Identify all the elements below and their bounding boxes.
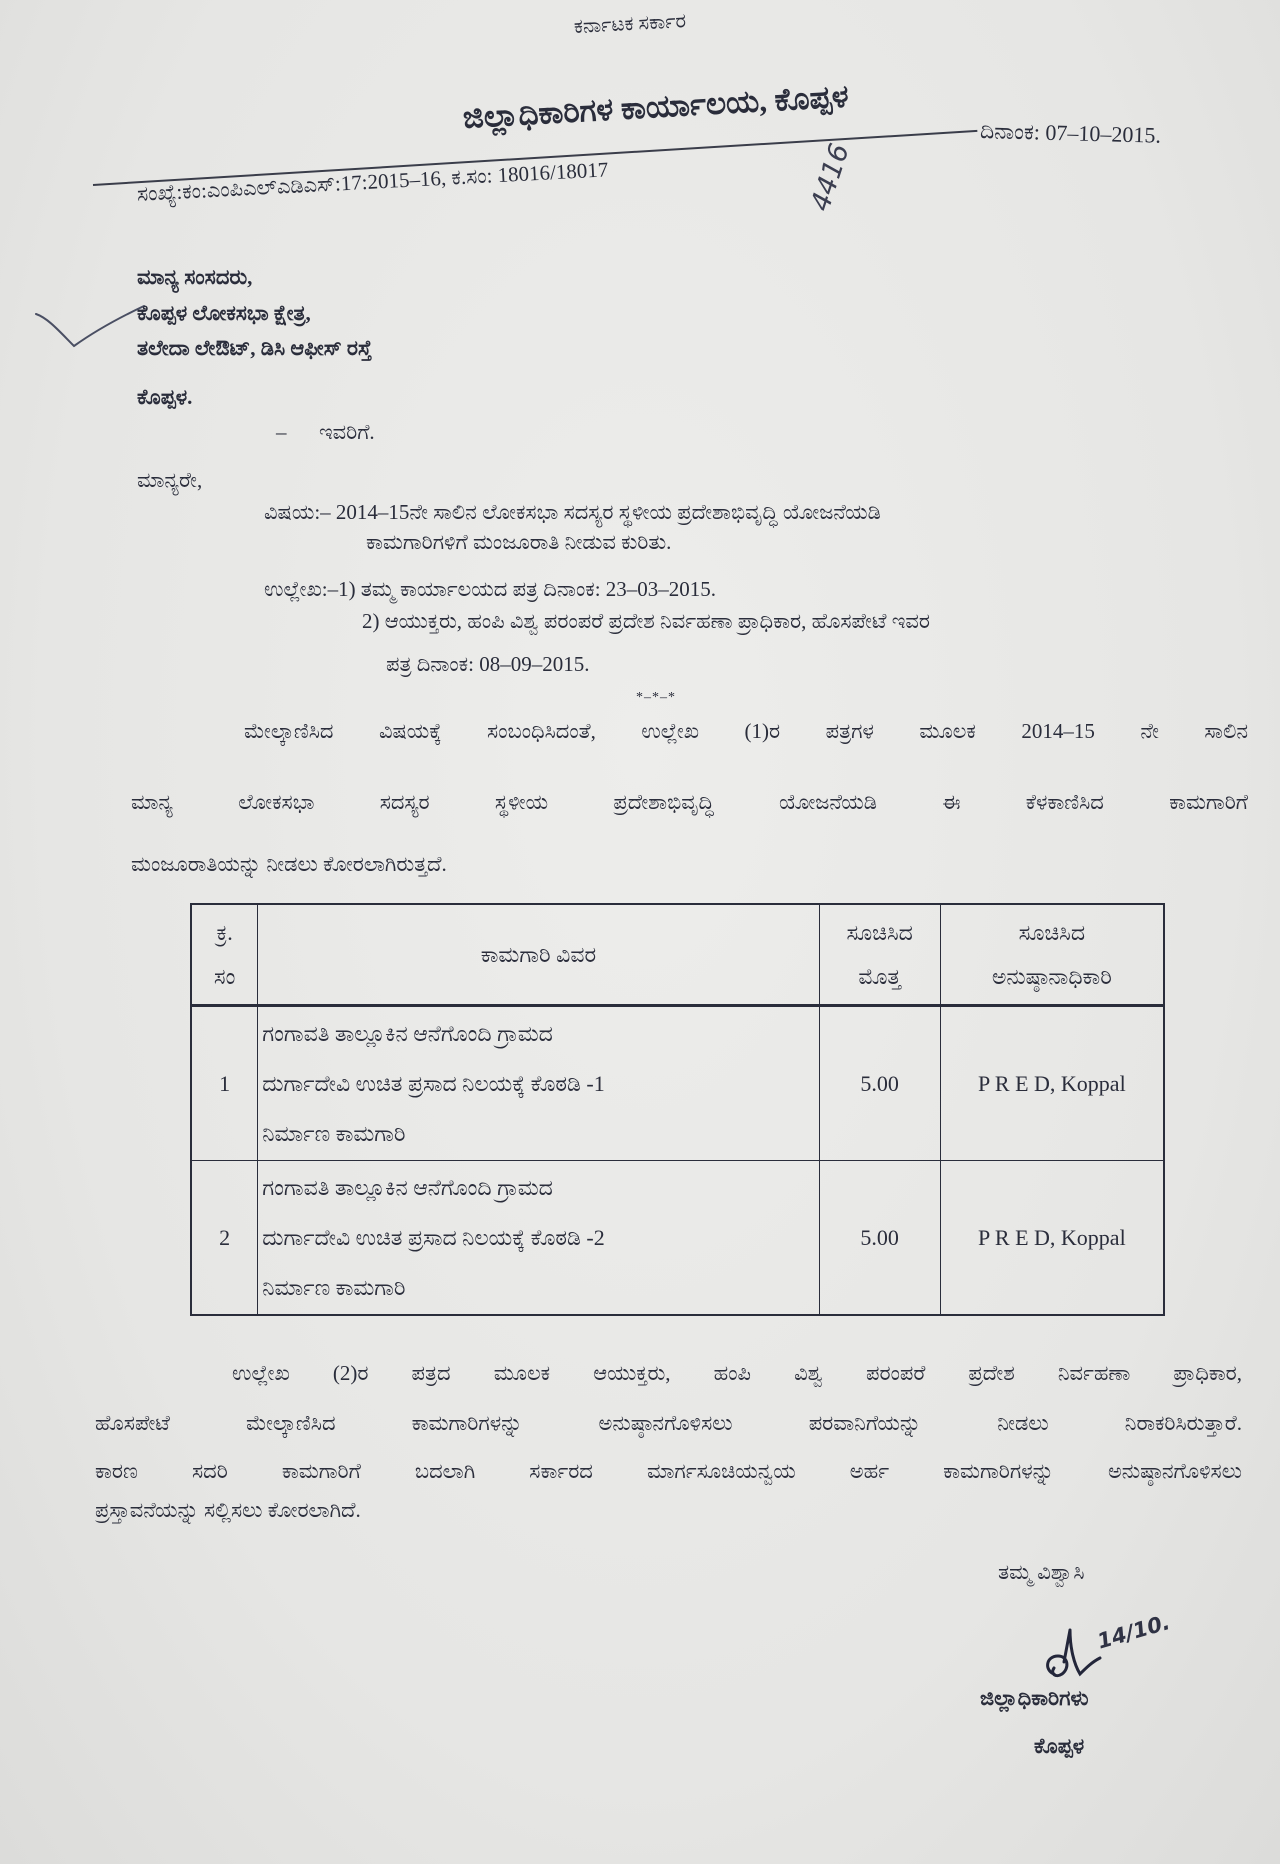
paragraph-2-line-4: ಪ್ರಸ್ತಾವನೆಯನ್ನು ಸಲ್ಲಿಸಲು ಕೋರಲಾಗಿದೆ. bbox=[95, 1498, 361, 1522]
addressee-to bbox=[276, 419, 375, 445]
table-row bbox=[191, 1006, 1164, 1161]
row-description: ಗಂಗಾವತಿ ತಾಲ್ಲೂಕಿನ ಆನೆಗೊಂದಿ ಗ್ರಾಮದ ದುರ್ಗಾದೇವಿ ಉಚಿತ ಪ್ರಸಾದ ನಿಲಯಕ್ಕೆ ಕೊಠಡಿ -2 ನಿರ್ಮಾಣ ಕಾಮಗಾರಿ bbox=[258, 1161, 819, 1316]
row-description: ಗಂಗಾವತಿ ತಾಲ್ಲೂಕಿನ ಆನೆಗೊಂದಿ ಗ್ರಾಮದ ದುರ್ಗಾದೇವಿ ಉಚಿತ ಪ್ರಸಾದ ನಿಲಯಕ್ಕೆ ಕೊಠಡಿ -1 ನಿರ್ಮಾಣ ಕಾಮಗಾರಿ bbox=[258, 1006, 819, 1161]
row-amount: 5.00 bbox=[819, 1006, 940, 1161]
row-implementer: P R E D, Koppal bbox=[940, 1161, 1164, 1316]
closing-place: ಕೊಪ್ಪಳ bbox=[1034, 1734, 1085, 1758]
paragraph-2-line-2: ಹೊಸಪೇಟೆ ಮೇಲ್ಕಾಣಿಸಿದ ಕಾಮಗಾರಿಗಳನ್ನು ಅನುಷ್ಠಾನಗೊಳಿಸಲು ಪರವಾನಿಗೆಯನ್ನು ನೀಡಲು ನಿರಾಕರಿಸಿರುತ್ತಾರೆ. bbox=[95, 1411, 1242, 1435]
addressee-to-text: ಇವರಿಗೆ. bbox=[319, 420, 375, 444]
letter-date: ದಿನಾಂಕ: 07–10–2015. bbox=[979, 118, 1162, 148]
header-description: ಕಾಮಗಾರಿ ವಿವರ bbox=[258, 904, 819, 1006]
office-title: ಜಿಲ್ಲಾಧಿಕಾರಿಗಳ ಕಾರ್ಯಾಲಯ, ಕೊಪ್ಪಳ bbox=[461, 78, 850, 135]
addressee-to-dash: – bbox=[276, 420, 287, 444]
closing-yours: ತಮ್ಮ ವಿಶ್ವಾಸಿ bbox=[998, 1560, 1085, 1584]
paragraph-1-line-2: ಮಾನ್ಯ ಲೋಕಸಭಾ ಸದಸ್ಯರ ಸ್ಥಳೀಯ ಪ್ರದೇಶಾಭಿವೃದ್ಧಿ ಯೋಜನೆಯಡಿ ಈ ಕೆಳಕಾಣಿಸಿದ ಕಾಮಗಾರಿಗೆ bbox=[131, 790, 1248, 814]
signature-date-handwritten: 14/10. bbox=[1094, 1610, 1173, 1654]
section-separator: *–*–* bbox=[636, 690, 676, 705]
row-amount: 5.00 bbox=[819, 1161, 940, 1316]
row-serial: 1 bbox=[191, 1006, 258, 1161]
closing-designation: ಜಿಲ್ಲಾಧಿಕಾರಿಗಳು bbox=[980, 1686, 1089, 1710]
addressee-line-2: ಕೊಪ್ಪಳ ಲೋಕಸಭಾ ಕ್ಷೇತ್ರ, bbox=[137, 301, 311, 325]
addressee-line-4: ಕೊಪ್ಪಳ. bbox=[137, 385, 193, 409]
works-table bbox=[190, 903, 1165, 1316]
salutation: ಮಾನ್ಯರೇ, bbox=[137, 468, 203, 492]
paragraph-1-line-3: ಮಂಜೂರಾತಿಯನ್ನು ನೀಡಲು ಕೋರಲಾಗಿರುತ್ತದೆ. bbox=[131, 852, 447, 876]
header-implementer: ಸೂಚಿಸಿದ ಅನುಷ್ಠಾನಾಧಿಕಾರಿ bbox=[940, 904, 1164, 1006]
addressee-line-1: ಮಾನ್ಯ ಸಂಸದರು, bbox=[137, 265, 253, 289]
government-heading: ಕರ್ನಾಟಕ ಸರ್ಕಾರ bbox=[573, 10, 687, 38]
subject-line-1: ವಿಷಯ:– 2014–15ನೇ ಸಾಲಿನ ಲೋಕಸಭಾ ಸದಸ್ಯರ ಸ್ಥಳೀಯ ಪ್ರದೇಶಾಭಿವೃದ್ಧಿ ಯೋಜನೆಯಡಿ bbox=[264, 500, 881, 524]
paragraph-1-line-1: ಮೇಲ್ಕಾಣಿಸಿದ ವಿಷಯಕ್ಕೆ ಸಂಬಂಧಿಸಿದಂತೆ, ಉಲ್ಲೇಖ (1)ರ ಪತ್ರಗಳ ಮೂಲಕ 2014–15 ನೇ ಸಾಲಿನ bbox=[244, 719, 1248, 743]
table-row bbox=[191, 1161, 1164, 1316]
subject-line-2: ಕಾಮಗಾರಿಗಳಿಗೆ ಮಂಜೂರಾತಿ ನೀಡುವ ಕುರಿತು. bbox=[366, 530, 672, 554]
reference-2-line-1: 2) ಆಯುಕ್ತರು, ಹಂಪಿ ವಿಶ್ವ ಪರಂಪರೆ ಪ್ರದೇಶ ನಿರ್ವಹಣಾ ಪ್ರಾಧಿಕಾರ, ಹೊಸಪೇಟೆ ಇವರ bbox=[362, 609, 930, 633]
row-implementer: P R E D, Koppal bbox=[940, 1006, 1164, 1161]
header-serial: ಕ್ರ. ಸಂ bbox=[191, 904, 258, 1006]
addressee-line-3: ತಲೇದಾ ಲೇಔಟ್, ಡಿಸಿ ಆಫೀಸ್ ರಸ್ತೆ bbox=[137, 336, 372, 360]
paragraph-2-line-1: ಉಲ್ಲೇಖ (2)ರ ಪತ್ರದ ಮೂಲಕ ಆಯುಕ್ತರು, ಹಂಪಿ ವಿಶ್ವ ಪರಂಪರೆ ಪ್ರದೇಶ ನಿರ್ವಹಣಾ ಪ್ರಾಧಿಕಾರ, bbox=[232, 1361, 1242, 1385]
header-amount: ಸೂಚಿಸಿದ ಮೊತ್ತ bbox=[819, 904, 940, 1006]
paragraph-2-line-3: ಕಾರಣ ಸದರಿ ಕಾಮಗಾರಿಗೆ ಬದಲಾಗಿ ಸರ್ಕಾರದ ಮಾರ್ಗಸೂಚಿಯನ್ವಯ ಅರ್ಹ ಕಾಮಗಾರಿಗಳನ್ನು ಅನುಷ್ಠಾನಗೊಳಿಸಲು bbox=[95, 1459, 1242, 1483]
reference-number: ಸಂಖ್ಯೆ:ಕಂ:ಎಂಪಿಎಲ್ಎಡಿಎಸ್:17:2015–16, ಕ.ಸಂ: 18016/18017 bbox=[136, 157, 609, 206]
reference-1: ಉಲ್ಲೇಖ:–1) ತಮ್ಮ ಕಾರ್ಯಾಲಯದ ಪತ್ರ ದಿನಾಂಕ: 23–03–2015. bbox=[264, 577, 717, 601]
reference-2-line-2: ಪತ್ರ ದಿನಾಂಕ: 08–09–2015. bbox=[386, 652, 590, 676]
handwritten-check-mark bbox=[30, 292, 150, 356]
table-header-row bbox=[191, 904, 1164, 1006]
row-serial: 2 bbox=[191, 1161, 258, 1316]
handwritten-inward-number: 4416 bbox=[805, 140, 856, 215]
